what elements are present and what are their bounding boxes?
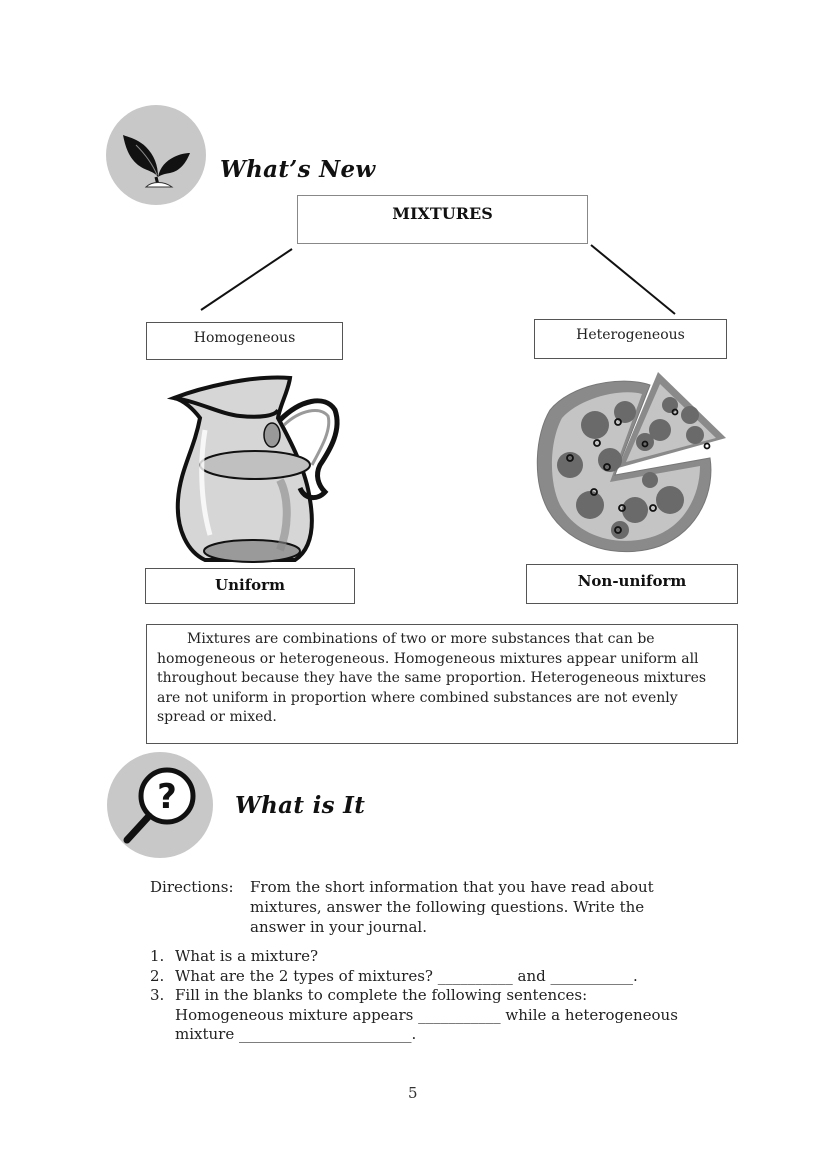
- heterogeneous-box: [534, 319, 727, 359]
- pizza-illustration: [530, 370, 730, 555]
- svg-text:?: ?: [157, 777, 177, 817]
- connector-line-right: [591, 245, 675, 314]
- section-title-whats-new: What’s New: [220, 156, 376, 183]
- question-item: 2. What are the 2 types of mixtures? __________ and ___________.: [150, 966, 638, 985]
- question-continuation: Homogeneous mixture appears ___________ while a heterogeneous mixture _______________________.: [175, 1005, 678, 1043]
- explanation-text: Mixtures are combinations of two or more substances that can be homogeneous or heterogeneous. Homogeneous mixtures appear uniform all throughout because they have the same proportion. Heterogeneous mixtures are not uniform in proportion where combined substances are not evenly spread or mixed.: [157, 631, 707, 726]
- uniform-box: [145, 568, 355, 604]
- question-item: 3. Fill in the blanks to complete the following sentences: Homogeneous mixture appears ___________ while a heterogeneous mixture _______________________.: [150, 986, 678, 1043]
- homogeneous-label: Homogeneous: [193, 330, 296, 346]
- homogeneous-box: [146, 322, 343, 360]
- connector-line-left: [201, 249, 292, 310]
- directions-text: From the short information that you have read about mixtures, answer the following questions. Write the answer in your journal.: [250, 878, 654, 936]
- heterogeneous-label: Heterogeneous: [576, 327, 685, 343]
- non-uniform-box: [526, 564, 738, 604]
- question-list: [150, 947, 730, 1045]
- connector-lines: [0, 0, 826, 330]
- page-number: 5: [408, 1084, 418, 1102]
- directions-label: Directions:: [150, 878, 234, 896]
- mixtures-root-label: MIXTURES: [392, 204, 493, 223]
- uniform-label: Uniform: [215, 576, 285, 594]
- water-pitcher-illustration: [160, 370, 350, 565]
- explanation-box: [146, 624, 738, 744]
- magnifier-question-icon: [107, 752, 213, 858]
- section-title-what-is-it: What is It: [235, 792, 366, 819]
- question-item: 1. What is a mixture?: [150, 947, 319, 965]
- non-uniform-label: Non-uniform: [577, 572, 687, 590]
- directions: [150, 877, 710, 937]
